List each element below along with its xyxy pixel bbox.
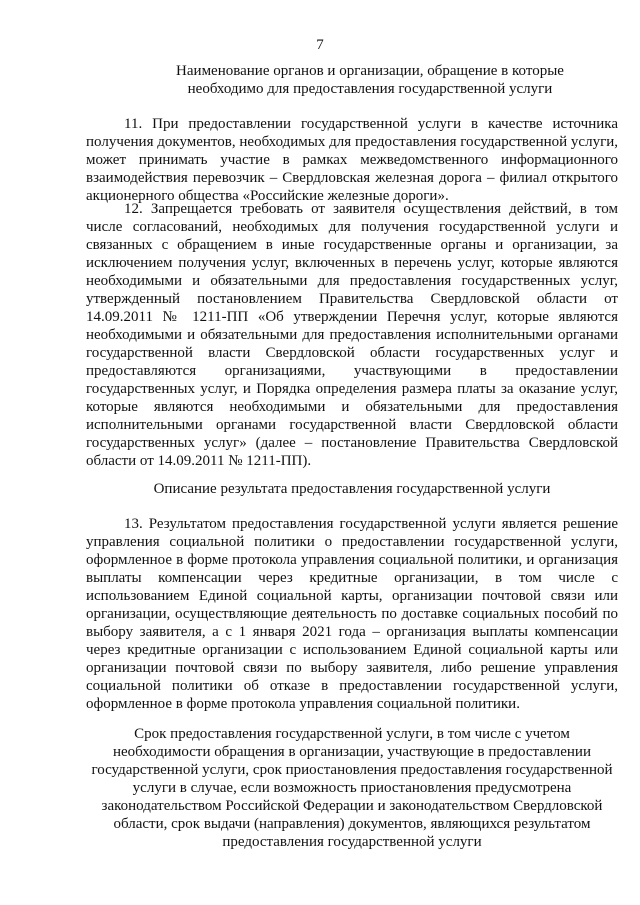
paragraph-13: 13. Результатом предоставления государственной услуги является решение управления социальной политики о предоставлении государственной услуги, оформленное в форме протокола управления социальной политики, и организация выплаты компенсации через кредитные организации, в том числе с использованием Единой социальной карты, организации почтовой связи или организации, осуществляющие деятельность по доставке социальных пособий по выбору заявителя, а с 1 января 2021 года – организация выплаты компенсации через кредитные организации с использованием Единой социальной карты или организации почтовой связи по выбору заявителя, либо решение управления социальной политики об отказе в предоставлении государственной услуги, оформленное в форме протокола управления социальной политики. — [86, 516, 618, 712]
section-heading-organizations: Наименование органов и организации, обращение в которые необходимо для предоставления государственной услуги — [176, 63, 564, 97]
page-number: 7 — [316, 37, 324, 53]
section-heading-result: Описание результата предоставления государственной услуги — [153, 481, 551, 497]
paragraph-12: 12. Запрещается требовать от заявителя осуществления действий, в том числе согласований, необходимых для получения государственной услуги и связанных с обращением в иные государственные органы и организации, за исключением получения услуг, включенных в перечень услуг, которые являются необходимыми и обязательными для предоставления государственных услуг, утвержденный постановлением Правительства Свердловской области от 14.09.2011 № 1211-ПП «Об утверждении Перечня услуг, которые являются необходимыми и обязательными для предоставления исполнительными органами государственной власти Свердловской области государственных услуг и предоставляются организациями, участвующими в предоставлении государственных услуг, и Порядка определения размера платы за оказание услуг, которые являются необходимыми и обязательными для предоставления исполнительными органами государственной власти Свердловской области государственных услуг» (далее – постановление Правительства Свердловской области от 14.09.2011 № 1211-ПП). — [86, 201, 618, 469]
section-heading-term: Срок предоставления государственной услуги, в том числе с учетом необходимости обращения в организации, участвующие в предоставлении государственной услуги, срок приостановления предоставления государственной услуги в случае, если возможность приостановления предусмотрена законодательством Российской Федерации и законодательством Свердловской области, срок выдачи (направления) документов, являющихся результатом предоставления государственной услуги — [91, 726, 613, 850]
paragraph-11: 11. При предоставлении государственной услуги в качестве источника получения документов, необходимых для предоставления государственной услуги, может принимать участие в рамках межведомственного информационного взаимодействия перевозчик – Свердловская железная дорога – филиал открытого акционерного общества «Российские железные дороги». — [86, 116, 618, 204]
